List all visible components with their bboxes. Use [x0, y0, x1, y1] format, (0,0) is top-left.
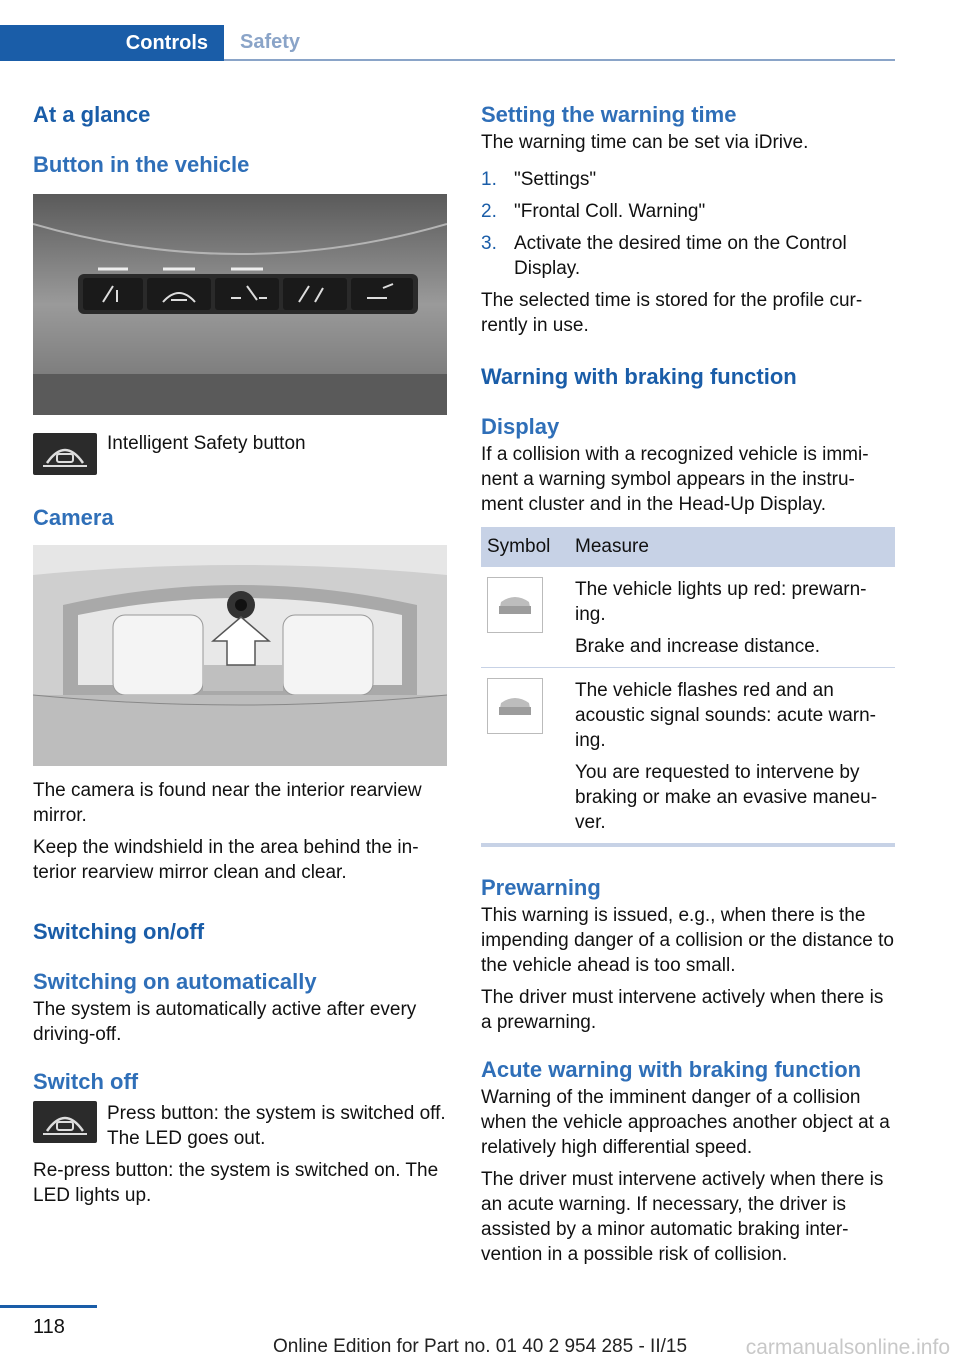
symbol-table [481, 527, 895, 847]
list-item: 3. Activate the desired time on the Control Display. [481, 233, 847, 279]
measure-line-2: Brake and increase distance. [575, 636, 821, 657]
intelligent-safety-button-icon-2 [33, 1101, 97, 1143]
list-item: 1. "Settings" [481, 169, 597, 190]
tab-safety[interactable] [224, 25, 895, 61]
table-row [481, 668, 895, 846]
intelligent-safety-button-icon [33, 433, 97, 475]
list-item: 2. "Frontal Coll. Warning" [481, 201, 706, 222]
left-column [33, 100, 447, 1208]
switch-off-row [33, 1101, 447, 1151]
measure-line-1: The vehicle flashes red and an acoustic signal sounds: acute warn-ing. [575, 680, 876, 751]
tab-safety-label: Safety [240, 30, 301, 53]
prewarning-heading: Prewarning [481, 875, 601, 900]
symbol-header: Symbol [481, 527, 569, 567]
steps-list [481, 167, 895, 281]
measure-line-2: You are requested to intervene by braking or make an evasive maneu-ver. [575, 762, 878, 833]
prewarning-paragraph-2: The driver must intervene actively when there is a prewarning. [481, 987, 884, 1033]
intelligent-safety-caption: Intelligent Safety button [107, 433, 306, 454]
intelligent-safety-row [33, 433, 447, 475]
page-number: 118 [33, 1316, 65, 1338]
auto-paragraph: The system is automatically active after every driving-off. [33, 999, 417, 1045]
right-column [481, 100, 895, 1267]
stored-paragraph: The selected time is stored for the profile cur-rently in use. [481, 290, 863, 336]
display-paragraph: If a collision with a recognized vehicle is immi-nent a warning symbol appears in the instru-ment cluster and in the Head-Up Display. [481, 444, 869, 515]
prewarning-paragraph-1: This warning is issued, e.g., when there is the impending danger of a collision or the distance to the vehicle ahead is too small. [481, 905, 894, 976]
repress-paragraph: Re-press button: the system is switched on. The LED lights up. [33, 1160, 439, 1206]
camera-photo [33, 545, 447, 766]
at-a-glance-heading: At a glance [33, 102, 151, 127]
acute-paragraph-2: The driver must intervene actively when there is an acute warning. If necessary, the driver is assisted by a minor automatic braking inter-vention in a possible risk of collision. [481, 1169, 884, 1265]
camera-paragraph-1: The camera is found near the interior rearview mirror. [33, 780, 422, 826]
display-heading: Display [481, 414, 560, 439]
camera-paragraph-2: Keep the windshield in the area behind the in-terior rearview mirror clean and clear. [33, 837, 419, 883]
measure-line-1: The vehicle lights up red: prewarn-ing. [575, 579, 867, 625]
acute-warning-heading: Acute warning with braking function [481, 1057, 862, 1082]
acute-paragraph-1: Warning of the imminent danger of a collision when the vehicle approaches another object at a relatively high differential speed. [481, 1087, 890, 1158]
watermark: carmanualsonline.info [745, 1336, 950, 1359]
warning-time-intro: The warning time can be set via iDrive. [481, 132, 809, 153]
warning-braking-heading: Warning with braking function [481, 364, 797, 389]
setting-warning-time-heading: Setting the warning time [481, 102, 737, 127]
switch-off-paragraph: Press button: the system is switched off. The LED goes out. [107, 1103, 446, 1149]
footer-rule [0, 1305, 97, 1308]
switching-on-automatically-heading: Switching on automatically [33, 969, 317, 994]
vehicle-flashing-warning-icon [487, 678, 543, 734]
button-panel-photo [33, 194, 447, 415]
switching-on-off-heading: Switching on/off [33, 919, 205, 944]
edition-text: Online Edition for Part no. 01 40 2 954 285 - II/15 [272, 1336, 688, 1357]
button-in-vehicle-heading: Button in the vehicle [33, 152, 250, 177]
vehicle-warning-icon [487, 577, 543, 633]
camera-heading: Camera [33, 505, 114, 530]
table-row [481, 567, 895, 668]
measure-header: Measure [569, 527, 895, 567]
tab-controls-label: Controls [125, 31, 208, 54]
switch-off-heading: Switch off [33, 1069, 139, 1094]
tab-controls[interactable] [0, 25, 224, 61]
